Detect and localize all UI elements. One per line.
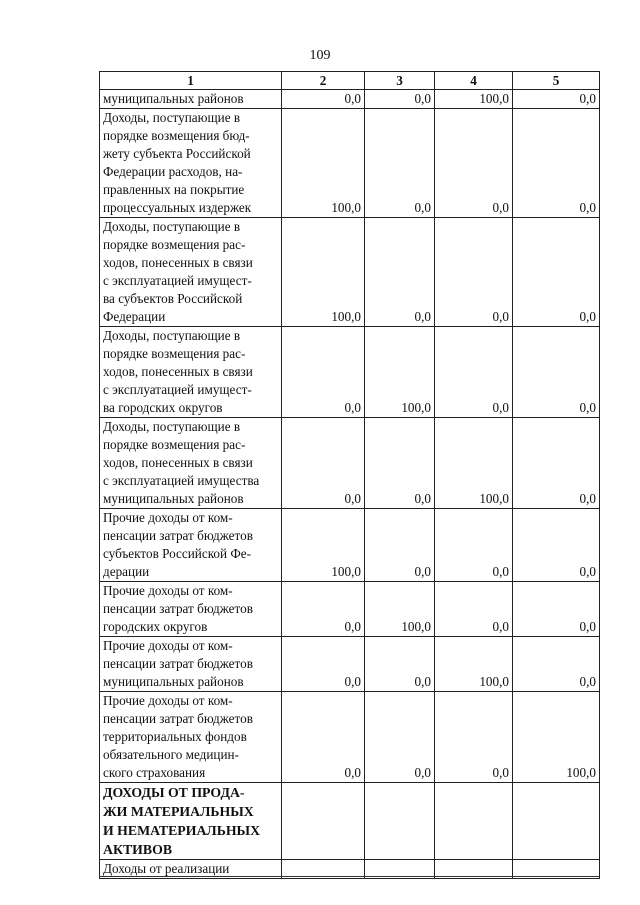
value-cell xyxy=(435,783,513,860)
column-header: 2 xyxy=(282,72,365,90)
value-cell: 100,0 xyxy=(435,90,513,109)
page-number: 109 xyxy=(309,48,331,63)
value-cell: 100,0 xyxy=(365,582,435,637)
row-label: Прочие доходы от ком- пенсации затрат бюджетов территориальных фондов обязательного медицин- ского страхования xyxy=(100,692,282,783)
value-cell: 100,0 xyxy=(435,418,513,509)
value-cell: 0,0 xyxy=(365,637,435,692)
budget-table xyxy=(99,71,600,879)
value-cell: 0,0 xyxy=(365,90,435,109)
table-row xyxy=(100,509,600,582)
value-cell: 100,0 xyxy=(365,327,435,418)
value-cell: 0,0 xyxy=(435,692,513,783)
row-label: Доходы, поступающие в порядке возмещения бюд- жету субъекта Российской Федерации расходов, на- правленных на покрытие процессуальных издержек xyxy=(100,109,282,218)
column-header: 1 xyxy=(100,72,282,90)
row-label: Доходы, поступающие в порядке возмещения рас- ходов, понесенных в связи с эксплуатацией имущест- ва городских округов xyxy=(100,327,282,418)
value-cell: 0,0 xyxy=(513,90,600,109)
value-cell: 100,0 xyxy=(282,218,365,327)
value-cell xyxy=(513,783,600,860)
value-cell: 100,0 xyxy=(282,109,365,218)
row-label: ДОХОДЫ ОТ ПРОДА- ЖИ МАТЕРИАЛЬНЫХ И НЕМАТЕРИАЛЬНЫХ АКТИВОВ xyxy=(100,783,282,860)
value-cell: 0,0 xyxy=(513,582,600,637)
row-label: Доходы, поступающие в порядке возмещения рас- ходов, понесенных в связи с эксплуатацией имущества муниципальных районов xyxy=(100,418,282,509)
row-label: Прочие доходы от ком- пенсации затрат бюджетов субъектов Российской Фе- дерации xyxy=(100,509,282,582)
value-cell: 0,0 xyxy=(513,327,600,418)
value-cell: 0,0 xyxy=(435,582,513,637)
row-label: муниципальных районов xyxy=(100,90,282,109)
table-row xyxy=(100,783,600,860)
value-cell: 0,0 xyxy=(282,90,365,109)
table-row xyxy=(100,637,600,692)
value-cell: 0,0 xyxy=(282,692,365,783)
row-label: Доходы от реализации xyxy=(100,860,282,879)
column-header: 3 xyxy=(365,72,435,90)
column-header: 4 xyxy=(435,72,513,90)
value-cell xyxy=(282,783,365,860)
value-cell: 0,0 xyxy=(513,637,600,692)
row-label: Доходы, поступающие в порядке возмещения рас- ходов, понесенных в связи с эксплуатацией имущест- ва субъектов Российской Федерации xyxy=(100,218,282,327)
column-header: 5 xyxy=(513,72,600,90)
table-row xyxy=(100,582,600,637)
table-row xyxy=(100,418,600,509)
value-cell: 100,0 xyxy=(282,509,365,582)
row-label: Прочие доходы от ком- пенсации затрат бюджетов городских округов xyxy=(100,582,282,637)
value-cell: 100,0 xyxy=(435,637,513,692)
table-row xyxy=(100,109,600,218)
value-cell: 0,0 xyxy=(435,327,513,418)
value-cell: 0,0 xyxy=(365,509,435,582)
table-row xyxy=(100,218,600,327)
table-row xyxy=(100,692,600,783)
value-cell: 0,0 xyxy=(513,218,600,327)
footer-rule xyxy=(99,876,599,877)
value-cell: 0,0 xyxy=(282,418,365,509)
value-cell: 0,0 xyxy=(365,692,435,783)
table-row xyxy=(100,90,600,109)
value-cell: 100,0 xyxy=(513,692,600,783)
value-cell: 0,0 xyxy=(282,327,365,418)
table-row xyxy=(100,327,600,418)
value-cell: 0,0 xyxy=(282,582,365,637)
value-cell: 0,0 xyxy=(435,218,513,327)
header-row xyxy=(100,72,600,90)
value-cell: 0,0 xyxy=(365,218,435,327)
value-cell xyxy=(365,783,435,860)
value-cell: 0,0 xyxy=(513,418,600,509)
row-label: Прочие доходы от ком- пенсации затрат бюджетов муниципальных районов xyxy=(100,637,282,692)
value-cell: 0,0 xyxy=(282,637,365,692)
value-cell: 0,0 xyxy=(365,109,435,218)
value-cell: 0,0 xyxy=(435,509,513,582)
value-cell: 0,0 xyxy=(513,509,600,582)
value-cell: 0,0 xyxy=(435,109,513,218)
value-cell: 0,0 xyxy=(513,109,600,218)
value-cell: 0,0 xyxy=(365,418,435,509)
